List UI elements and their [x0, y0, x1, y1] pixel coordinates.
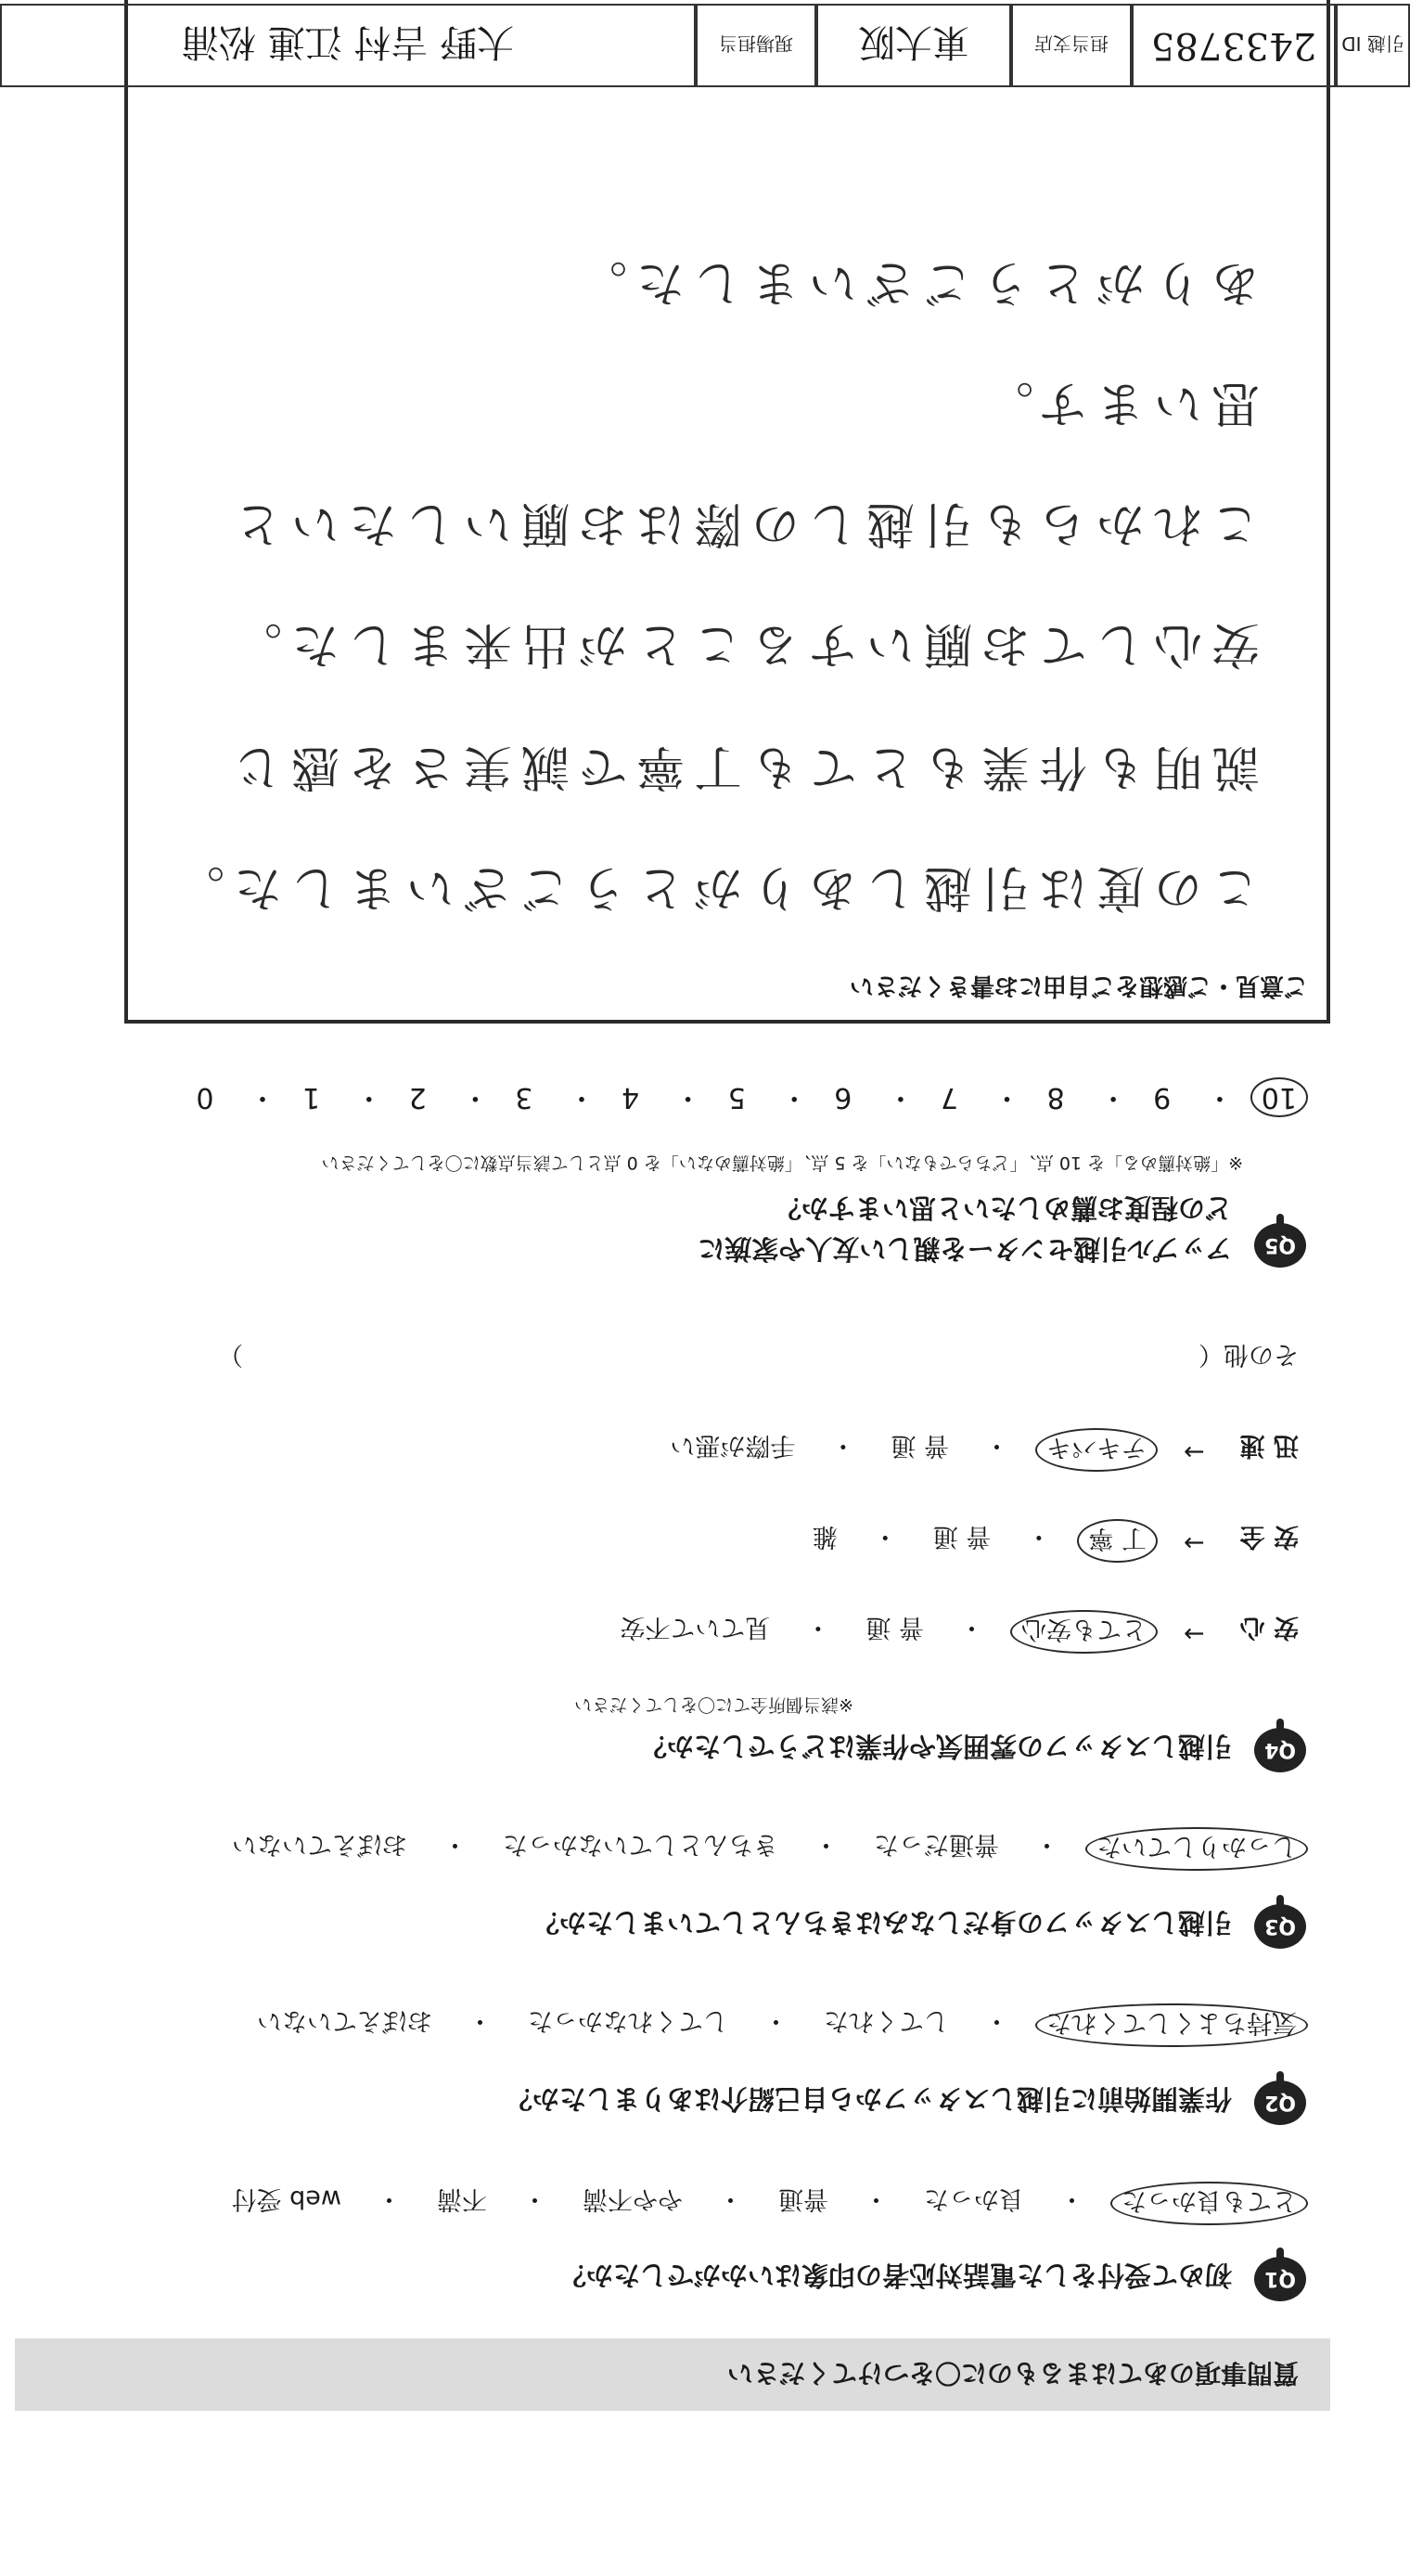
rating-5[interactable]: 5 — [727, 1081, 746, 1114]
other-close: ） — [218, 1340, 243, 1369]
question-5-text: アップル引越センターを親しい友人や家族に — [698, 1233, 1232, 1265]
rating-1[interactable]: 1 — [302, 1081, 321, 1114]
option-q4-anzen-3[interactable]: 雑 — [812, 1522, 838, 1551]
q-badge-icon: Q5 — [1254, 1223, 1306, 1268]
comment-line-2: 説明も作業もとても丁寧で誠実さを感じ — [224, 739, 1260, 794]
question-5-note: ※「絶対薦める」を 10 点、「どちらでもない」を 5 点、「絶対薦めない」を 0 点として該当点数に〇をしてください — [321, 1153, 1243, 1173]
question-2-text: 作業開始前に引越しスタッフから自己紹介はありましたか？ — [505, 2083, 1232, 2115]
other-label: その他（ — [1198, 1340, 1299, 1369]
q4-row-anzen: 安 全 → 丁 寧 ・ 普 通 ・ 雑 — [813, 1521, 1299, 1557]
comment-line-4: これからも引越しの際はお願いしたいと — [224, 496, 1260, 551]
q-badge-icon: Q1 — [1254, 2257, 1306, 2301]
question-1-text: 初めて受付をした電話対応者の印象はいかがでしたか？ — [558, 2260, 1232, 2291]
comment-line-6: ありがとうございました。 — [569, 254, 1260, 310]
question-4-note: ※該当個所全てに〇をしてください — [574, 1694, 853, 1715]
comment-line-3: 安心してお願いすることが出来ました。 — [224, 616, 1260, 672]
option-q4-anshin-3[interactable]: 見ていて不安 — [620, 1613, 771, 1642]
branch-value-cell: 東大阪 — [816, 4, 1011, 87]
option-q1-4[interactable]: やや不満 — [583, 2184, 683, 2213]
q4-row-jinsoku: 迅 速 → テキパキ ・ 普 通 ・ 手際が悪い — [670, 1430, 1299, 1466]
rating-6[interactable]: 6 — [834, 1081, 852, 1114]
instructions-text: 質問事項のあてはまるものに〇をつけてください — [726, 2358, 1299, 2389]
option-q4-anzen-2[interactable]: 普 通 — [932, 1522, 992, 1551]
question-1-options: とても良かった ・ 良かった ・ 普通 ・ やや不満 ・ 不満 ・ web 受付 — [232, 2183, 1299, 2220]
option-q1-6[interactable]: web 受付 — [231, 2184, 341, 2213]
staff-value-cell: 大野 吉村 江連 松浦 — [0, 4, 696, 87]
option-q1-5[interactable]: 不満 — [437, 2184, 487, 2213]
option-q4-anshin-2[interactable]: 普 通 — [865, 1613, 924, 1642]
option-q4-jinsoku-3[interactable]: 手際が悪い — [670, 1431, 796, 1460]
rating-0[interactable]: 0 — [196, 1081, 214, 1114]
rating-4[interactable]: 4 — [621, 1081, 640, 1114]
rating-10[interactable]: 10 — [1260, 1081, 1299, 1114]
q-badge-icon: Q3 — [1254, 1904, 1306, 1949]
comments-title: ご意見・ご感想をご自由にお書きください — [849, 972, 1308, 999]
option-q4-jinsoku-2[interactable]: 普 通 — [891, 1431, 949, 1460]
option-q1-2[interactable]: 良かった — [924, 2184, 1024, 2213]
option-q3-3[interactable]: きちんとしていなかった — [503, 1830, 778, 1859]
instructions-banner — [15, 2338, 1330, 2411]
option-q1-1[interactable]: とても良かった — [1120, 2183, 1299, 2220]
option-q1-3[interactable]: 普通 — [778, 2184, 828, 2213]
option-q4-anzen-1[interactable]: 丁 寧 — [1086, 1521, 1148, 1557]
question-4-text: 引越しスタッフの雰囲気や作業はどうでしたか？ — [639, 1731, 1232, 1762]
branch-label-cell: 担当支店 — [1011, 4, 1132, 87]
comment-line-5: 思います。 — [976, 375, 1260, 431]
q4-other-row — [65, 1339, 1299, 1375]
option-q4-anshin-1[interactable]: とても安心 — [1019, 1612, 1148, 1648]
rating-9[interactable]: 9 — [1153, 1081, 1172, 1114]
id-value-cell: 2433785 — [1132, 4, 1336, 87]
option-q2-1[interactable]: 気持ちよくしてくれた — [1045, 2005, 1299, 2041]
rating-scale: 10・ 9・ 8・ 7・ 6・ 5・ 4・ 3・ 2・ 1・ 0 — [196, 1080, 1299, 1121]
option-q2-4[interactable]: おぼえていない — [257, 2006, 432, 2035]
question-2-options: 気持ちよくしてくれた ・ してくれた ・ してくれなかった ・ おぼえていない — [257, 2005, 1299, 2041]
rating-8[interactable]: 8 — [1046, 1081, 1065, 1114]
q-badge-icon: Q4 — [1254, 1728, 1306, 1772]
staff-label-cell: 現場担当 — [696, 4, 816, 87]
id-label-cell: 引越 ID — [1336, 4, 1410, 87]
rating-2[interactable]: 2 — [408, 1081, 427, 1114]
option-q3-1[interactable]: しっかりしていた — [1095, 1829, 1299, 1865]
q-badge-icon: Q2 — [1254, 2080, 1306, 2125]
q4-row-label: 安 心 — [1239, 1613, 1299, 1642]
q4-row-label: 迅 速 — [1239, 1431, 1299, 1460]
option-q4-jinsoku-1[interactable]: テキパキ — [1045, 1430, 1148, 1466]
comments-box[interactable] — [124, 0, 1330, 1024]
question-3-text: 引越しスタッフの身だしなみはきちんとしていましたか？ — [532, 1907, 1232, 1938]
question-5-text-2: どの程度お薦めしたいと思いますか？ — [774, 1192, 1232, 1224]
rating-3[interactable]: 3 — [515, 1081, 533, 1114]
q4-row-anshin: 安 心 → とても安心 ・ 普 通 ・ 見ていて不安 — [620, 1612, 1299, 1648]
question-3-options: しっかりしていた ・ 普通だった ・ きちんとしていなかった ・ おぼえていない — [232, 1829, 1299, 1865]
rating-7[interactable]: 7 — [940, 1081, 958, 1114]
comment-line-1: この度は引越しありがとうございました。 — [166, 859, 1260, 915]
option-q2-3[interactable]: してくれなかった — [528, 2006, 728, 2035]
footer-bar — [0, 0, 1410, 87]
option-q2-2[interactable]: してくれた — [824, 2006, 949, 2035]
option-q3-2[interactable]: 普通だった — [874, 1830, 999, 1859]
q4-row-label: 安 全 — [1239, 1522, 1299, 1551]
option-q3-4[interactable]: おぼえていない — [232, 1830, 407, 1859]
